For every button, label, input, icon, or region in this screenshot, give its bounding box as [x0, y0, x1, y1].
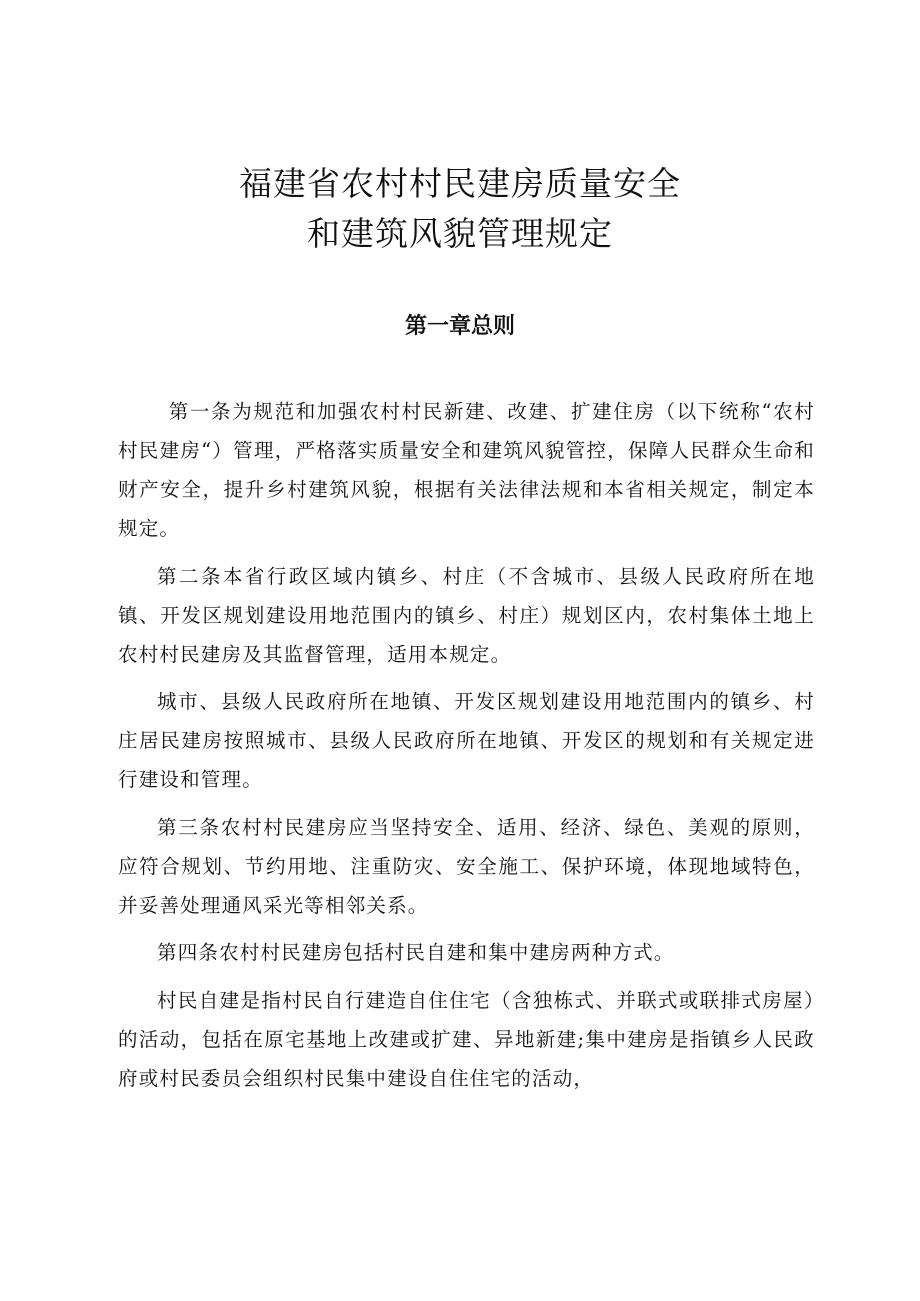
- document-title-line-2: 和建筑风貌管理规定: [307, 214, 613, 253]
- paragraph-article-3: 第三条农村村民建房应当坚持安全、适用、经济、绿色、美观的原则，应符合规划、节约用地、注重防灾、安全施工、保护环境，体现地域特色，并妥善处理通风采光等相邻关系。: [118, 815, 815, 917]
- paragraph-article-4: 第四条农村村民建房包括村民自建和集中建房两种方式。: [157, 941, 675, 964]
- document-body: [118, 392, 815, 1106]
- paragraph-article-4-continued: 村民自建是指村民自行建造自住住宅（含独栋式、并联式或联排式房屋）的活动，包括在原宅基地上改建或扩建、异地新建;集中建房是指镇乡人民政府或村民委员会组织村民集中建设自住住宅的活动，: [118, 988, 815, 1090]
- paragraph-article-2: 第二条本省行政区域内镇乡、村庄（不含城市、县级人民政府所在地镇、开发区规划建设用地范围内的镇乡、村庄）规划区内，农村集体土地上农村村民建房及其监督管理，适用本规定。: [118, 564, 815, 666]
- chapter-heading: 第一章总则: [404, 314, 515, 339]
- paragraph-article-2-continued: 城市、县级人民政府所在地镇、开发区规划建设用地范围内的镇乡、村庄居民建房按照城市、县级人民政府所在地镇、开发区的规划和有关规定进行建设和管理。: [118, 690, 815, 791]
- paragraph-article-1: 第一条为规范和加强农村村民新建、改建、扩建住房（以下统称“农村村民建房“）管理，严格落实质量安全和建筑风貌管控，保障人民群众生命和财产安全，提升乡村建筑风貌，根据有关法律法规和本省相关规定，制定本规定。: [118, 400, 815, 540]
- document-title-line-1: 福建省农村村民建房质量安全: [239, 164, 681, 203]
